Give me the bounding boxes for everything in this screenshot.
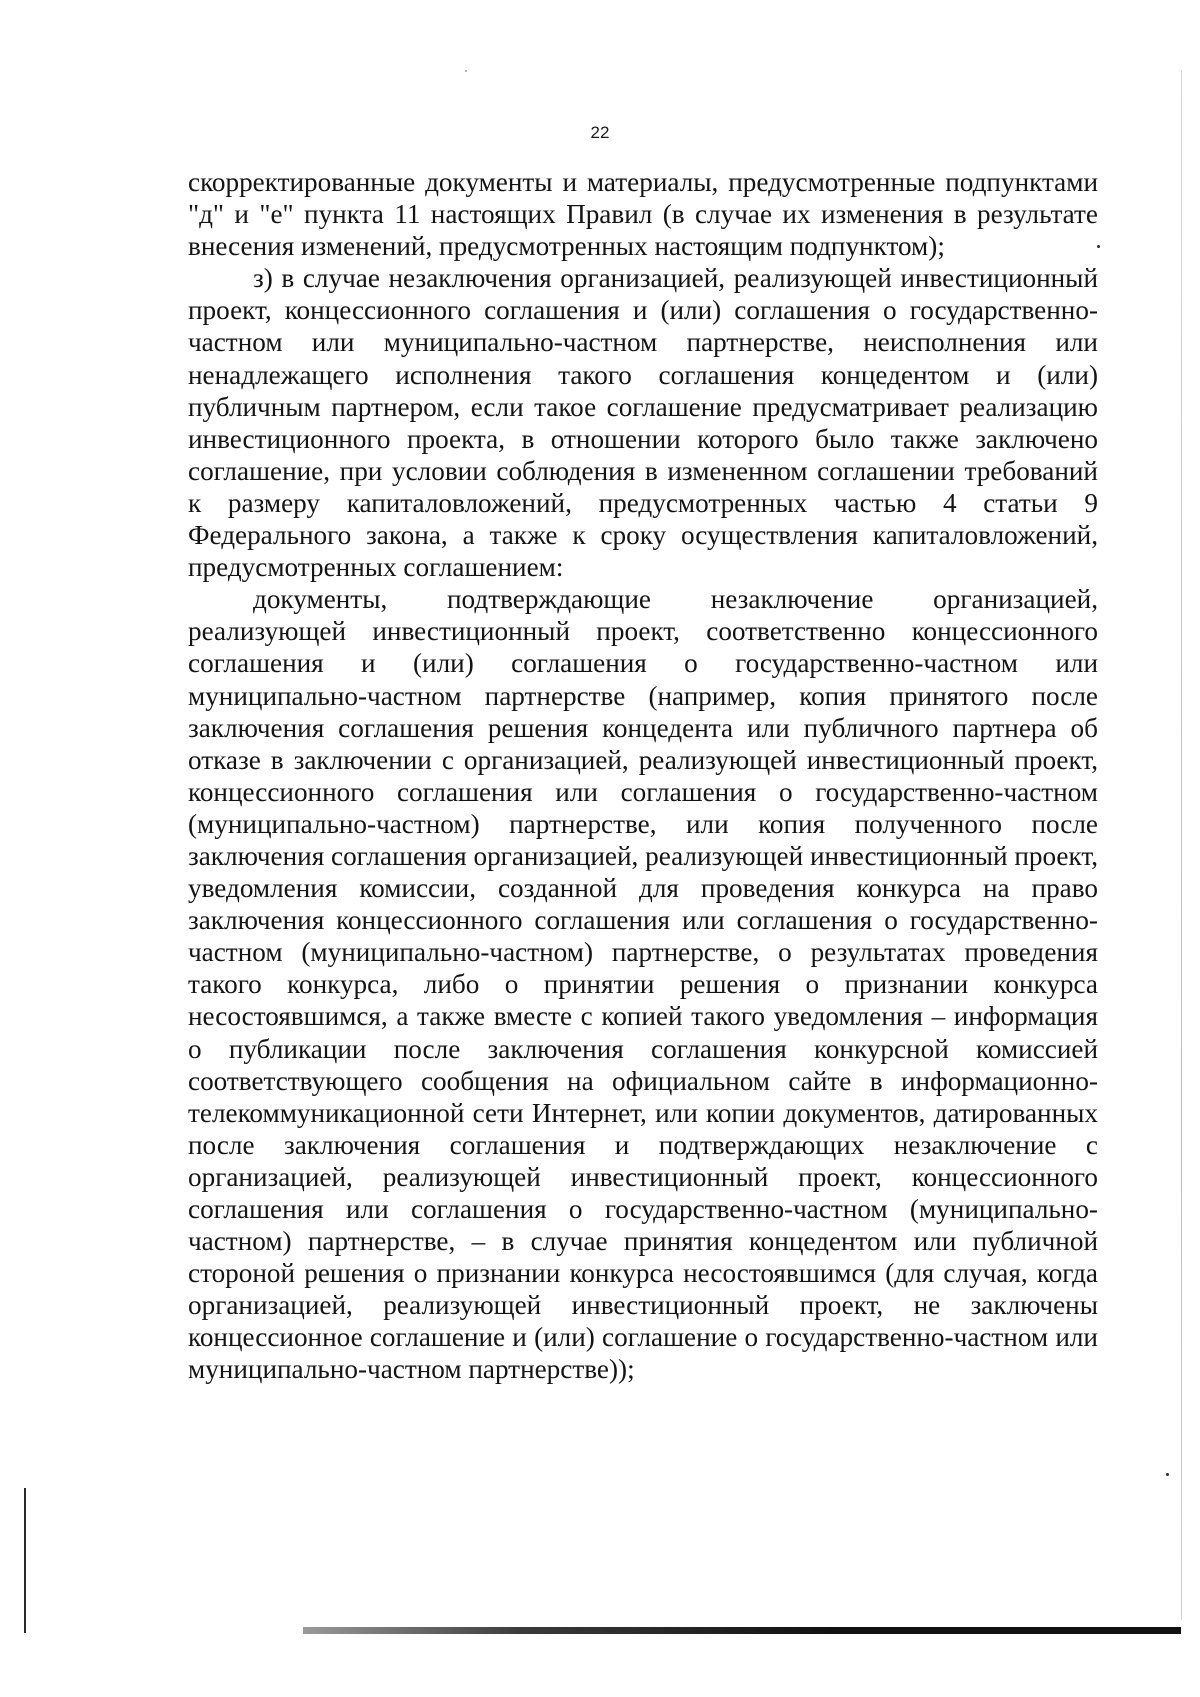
scan-edge-artifact-right <box>1181 70 1182 1620</box>
document-body <box>188 166 1098 1386</box>
paragraph-subitem-z: з) в случае незаключения организацией, реализующей инвестиционный проект, концессионного соглашения и (или) соглашения о государственно-частном или муниципально-частном партнерстве, неисполнения или ненадлежащего исполнения такого соглашения концедентом и (или) публичным партнером, если такое соглашение предусматривает реализацию инвестиционного проекта, в отношении которого было также заключено соглашение, при условии соблюдения в измененном соглашении требований к размеру капиталовложений, предусмотренных частью 4 статьи 9 Федерального закона, а также к сроку осуществления капиталовложений, предусмотренных соглашением: <box>188 263 1098 583</box>
scan-bottom-rule <box>303 1627 1181 1634</box>
paragraph-documents: документы, подтверждающие незаключение организацией, реализующей инвестиционный проект, соответственно концессионного соглашения и (или) соглашения о государственно-частном или муниципально-частном партнерстве (например, копия принятого после заключения соглашения решения концедента или публичного партнера об отказе в заключении с организацией, реализующей инвестиционный проект, концессионного соглашения или соглашения о государственно-частном (муниципально-частном) партнерстве, или копия полученного после заключения соглашения организацией, реализующей инвестиционный проект, уведомления комиссии, созданной для проведения конкурса на право заключения концессионного соглашения или соглашения о государственно-частном (муниципально-частном) партнерстве, о результатах проведения такого конкурса, либо о принятии решения о признании конкурса несостоявшимся, а также вместе с копией такого уведомления – информация о публикации после заключения соглашения конкурсной комиссией соответствующего сообщения на официальном сайте в информационно-телекоммуникационной сети Интернет, или копии документов, датированных после заключения соглашения и подтверждающих незаключение с организацией, реализующей инвестиционный проект, концессионного соглашения или соглашения о государственно-частном (муниципально-частном) партнерстве, – в случае принятия концедентом или публичной стороной решения о признании конкурса несостоявшимся (для случая, когда организацией, реализующей инвестиционный проект, не заключены концессионное соглашение и (или) соглашение о государственно-частном или муниципально-частном партнерстве)); <box>188 584 1098 1385</box>
scan-dot-artifact <box>1166 1473 1169 1476</box>
scan-dot-artifact <box>1097 245 1100 248</box>
scan-edge-artifact-left <box>24 1488 26 1633</box>
page-number: 22 <box>590 123 610 142</box>
scan-dot-artifact <box>465 70 467 72</box>
paragraph-continuation: скорректированные документы и материалы, предусмотренные подпунктами "д" и "е" пункта 11 настоящих Правил (в случае их изменения в результате внесения изменений, предусмотренных настоящим подпунктом); <box>188 167 1098 262</box>
